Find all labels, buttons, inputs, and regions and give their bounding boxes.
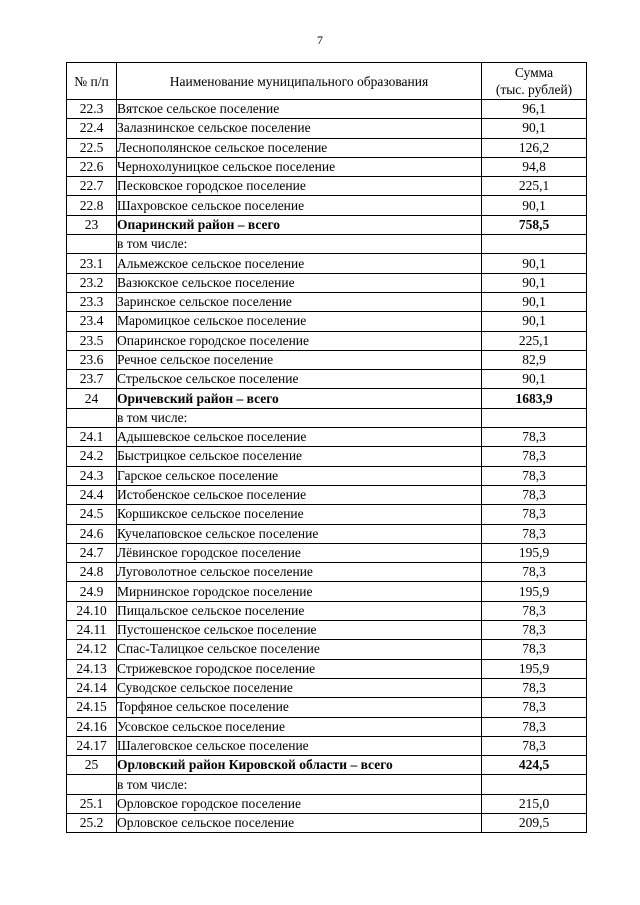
table-row bbox=[67, 775, 587, 794]
row-name: Вятское сельское поселение bbox=[117, 100, 482, 119]
row-name: Лёвинское городское поселение bbox=[117, 543, 482, 562]
table-row bbox=[67, 698, 587, 717]
row-number: 24.7 bbox=[67, 543, 117, 562]
page-number: 7 bbox=[317, 33, 323, 47]
row-number: 23.5 bbox=[67, 331, 117, 350]
row-name: Истобенское сельское поселение bbox=[117, 485, 482, 504]
table-row bbox=[67, 601, 587, 620]
row-name: Песковское городское поселение bbox=[117, 177, 482, 196]
row-name: Опаринский район – всего bbox=[117, 215, 482, 234]
row-name: Коршикское сельское поселение bbox=[117, 505, 482, 524]
row-number: 23.7 bbox=[67, 370, 117, 389]
row-number: 22.3 bbox=[67, 100, 117, 119]
row-number: 25 bbox=[67, 756, 117, 775]
row-sum: 82,9 bbox=[482, 350, 587, 369]
row-number: 24.11 bbox=[67, 621, 117, 640]
header-sum-line1: Сумма bbox=[514, 65, 554, 80]
table-row bbox=[67, 466, 587, 485]
row-number bbox=[67, 408, 117, 427]
row-sum: 78,3 bbox=[482, 601, 587, 620]
row-sum: 78,3 bbox=[482, 524, 587, 543]
row-name: Леснополянское сельское поселение bbox=[117, 138, 482, 157]
table-row bbox=[67, 100, 587, 119]
row-sum: 225,1 bbox=[482, 331, 587, 350]
table-row bbox=[67, 717, 587, 736]
row-sum: 78,3 bbox=[482, 698, 587, 717]
row-sum: 90,1 bbox=[482, 196, 587, 215]
row-sum: 78,3 bbox=[482, 717, 587, 736]
row-number: 22.5 bbox=[67, 138, 117, 157]
row-number: 23.6 bbox=[67, 350, 117, 369]
row-number: 23 bbox=[67, 215, 117, 234]
table-row-total bbox=[67, 756, 587, 775]
table-row bbox=[67, 640, 587, 659]
budget-table bbox=[66, 62, 587, 833]
row-number: 25.1 bbox=[67, 794, 117, 813]
row-sum bbox=[482, 235, 587, 254]
row-name: Пищальское сельское поселение bbox=[117, 601, 482, 620]
row-name: Быстрицкое сельское поселение bbox=[117, 447, 482, 466]
table-row-total bbox=[67, 389, 587, 408]
row-number: 24.8 bbox=[67, 563, 117, 582]
row-number: 24.3 bbox=[67, 466, 117, 485]
row-number: 22.8 bbox=[67, 196, 117, 215]
row-sum: 78,3 bbox=[482, 485, 587, 504]
row-number: 23.3 bbox=[67, 292, 117, 311]
table-row bbox=[67, 736, 587, 755]
row-name: Шахровское сельское поселение bbox=[117, 196, 482, 215]
row-name: Заринское сельское поселение bbox=[117, 292, 482, 311]
header-name: Наименование муниципального образования bbox=[117, 63, 482, 100]
table-row bbox=[67, 582, 587, 601]
row-name: Залазнинское сельское поселение bbox=[117, 119, 482, 138]
table-row bbox=[67, 524, 587, 543]
row-number: 23.2 bbox=[67, 273, 117, 292]
row-sum: 78,3 bbox=[482, 678, 587, 697]
row-sum: 78,3 bbox=[482, 428, 587, 447]
row-number: 22.6 bbox=[67, 157, 117, 176]
row-number: 24.6 bbox=[67, 524, 117, 543]
table-row bbox=[67, 621, 587, 640]
row-name: Спас-Талицкое сельское поселение bbox=[117, 640, 482, 659]
row-name: Альмежское сельское поселение bbox=[117, 254, 482, 273]
row-sum: 78,3 bbox=[482, 447, 587, 466]
row-name: Опаринское городское поселение bbox=[117, 331, 482, 350]
row-sum: 209,5 bbox=[482, 813, 587, 832]
row-name: Усовское сельское поселение bbox=[117, 717, 482, 736]
row-number: 24.1 bbox=[67, 428, 117, 447]
table-row bbox=[67, 563, 587, 582]
row-name: Гарское сельское поселение bbox=[117, 466, 482, 485]
row-sum: 90,1 bbox=[482, 312, 587, 331]
table-row bbox=[67, 331, 587, 350]
table-row bbox=[67, 157, 587, 176]
row-sum: 78,3 bbox=[482, 640, 587, 659]
row-name: Орловский район Кировской области – всего bbox=[117, 756, 482, 775]
row-number: 24.5 bbox=[67, 505, 117, 524]
table-header-row bbox=[67, 63, 587, 100]
table-row bbox=[67, 177, 587, 196]
row-sum: 96,1 bbox=[482, 100, 587, 119]
table-row bbox=[67, 794, 587, 813]
row-name: Маромицкое сельское поселение bbox=[117, 312, 482, 331]
row-sum: 94,8 bbox=[482, 157, 587, 176]
row-sum: 1683,9 bbox=[482, 389, 587, 408]
row-sum: 195,9 bbox=[482, 543, 587, 562]
table-body bbox=[67, 100, 587, 833]
row-name: Шалеговское сельское поселение bbox=[117, 736, 482, 755]
row-number: 23.4 bbox=[67, 312, 117, 331]
table-row bbox=[67, 485, 587, 504]
row-sum: 195,9 bbox=[482, 582, 587, 601]
row-name: в том числе: bbox=[117, 235, 482, 254]
row-name: Вазюкское сельское поселение bbox=[117, 273, 482, 292]
table-row bbox=[67, 447, 587, 466]
table-row bbox=[67, 813, 587, 832]
row-sum: 90,1 bbox=[482, 292, 587, 311]
table-row bbox=[67, 505, 587, 524]
row-name: в том числе: bbox=[117, 408, 482, 427]
table-row bbox=[67, 254, 587, 273]
table-row bbox=[67, 196, 587, 215]
row-sum: 90,1 bbox=[482, 370, 587, 389]
row-number: 24.17 bbox=[67, 736, 117, 755]
row-sum: 126,2 bbox=[482, 138, 587, 157]
row-name: Оричевский район – всего bbox=[117, 389, 482, 408]
row-number: 22.7 bbox=[67, 177, 117, 196]
row-number: 24 bbox=[67, 389, 117, 408]
row-name: в том числе: bbox=[117, 775, 482, 794]
header-sum bbox=[482, 63, 587, 100]
row-name: Стрельское сельское поселение bbox=[117, 370, 482, 389]
row-number: 24.4 bbox=[67, 485, 117, 504]
table-row bbox=[67, 138, 587, 157]
row-sum: 78,3 bbox=[482, 736, 587, 755]
row-name: Суводское сельское поселение bbox=[117, 678, 482, 697]
row-sum: 225,1 bbox=[482, 177, 587, 196]
table-row bbox=[67, 370, 587, 389]
table-row bbox=[67, 350, 587, 369]
table-row bbox=[67, 235, 587, 254]
row-name: Мирнинское городское поселение bbox=[117, 582, 482, 601]
header-number: № п/п bbox=[67, 63, 117, 100]
row-sum bbox=[482, 408, 587, 427]
row-name: Чернохолуницкое сельское поселение bbox=[117, 157, 482, 176]
row-sum: 78,3 bbox=[482, 466, 587, 485]
table-row bbox=[67, 408, 587, 427]
table-row bbox=[67, 312, 587, 331]
table-row bbox=[67, 119, 587, 138]
row-name: Кучелаповское сельское поселение bbox=[117, 524, 482, 543]
row-sum: 758,5 bbox=[482, 215, 587, 234]
table-row bbox=[67, 292, 587, 311]
row-name: Стрижевское городское поселение bbox=[117, 659, 482, 678]
table-row bbox=[67, 543, 587, 562]
row-sum: 78,3 bbox=[482, 563, 587, 582]
row-name: Торфяное сельское поселение bbox=[117, 698, 482, 717]
row-sum: 78,3 bbox=[482, 621, 587, 640]
row-number: 25.2 bbox=[67, 813, 117, 832]
row-number: 24.9 bbox=[67, 582, 117, 601]
row-sum: 90,1 bbox=[482, 119, 587, 138]
row-number: 24.16 bbox=[67, 717, 117, 736]
row-number: 24.15 bbox=[67, 698, 117, 717]
row-name: Адышевское сельское поселение bbox=[117, 428, 482, 447]
row-number: 24.13 bbox=[67, 659, 117, 678]
row-name: Орловское сельское поселение bbox=[117, 813, 482, 832]
row-name: Луговолотное сельское поселение bbox=[117, 563, 482, 582]
table-row bbox=[67, 659, 587, 678]
row-number: 24.10 bbox=[67, 601, 117, 620]
row-sum: 90,1 bbox=[482, 254, 587, 273]
row-number bbox=[67, 775, 117, 794]
row-sum: 78,3 bbox=[482, 505, 587, 524]
row-number: 23.1 bbox=[67, 254, 117, 273]
table-row bbox=[67, 678, 587, 697]
row-sum: 215,0 bbox=[482, 794, 587, 813]
row-name: Речное сельское поселение bbox=[117, 350, 482, 369]
row-sum bbox=[482, 775, 587, 794]
row-sum: 424,5 bbox=[482, 756, 587, 775]
row-number: 24.2 bbox=[67, 447, 117, 466]
row-name: Пустошенское сельское поселение bbox=[117, 621, 482, 640]
table-row bbox=[67, 273, 587, 292]
row-sum: 195,9 bbox=[482, 659, 587, 678]
header-sum-line2: (тыс. рублей) bbox=[495, 82, 573, 97]
row-name: Орловское городское поселение bbox=[117, 794, 482, 813]
table-row-total bbox=[67, 215, 587, 234]
row-number bbox=[67, 235, 117, 254]
row-number: 24.12 bbox=[67, 640, 117, 659]
row-number: 24.14 bbox=[67, 678, 117, 697]
row-number: 22.4 bbox=[67, 119, 117, 138]
row-sum: 90,1 bbox=[482, 273, 587, 292]
table-row bbox=[67, 428, 587, 447]
